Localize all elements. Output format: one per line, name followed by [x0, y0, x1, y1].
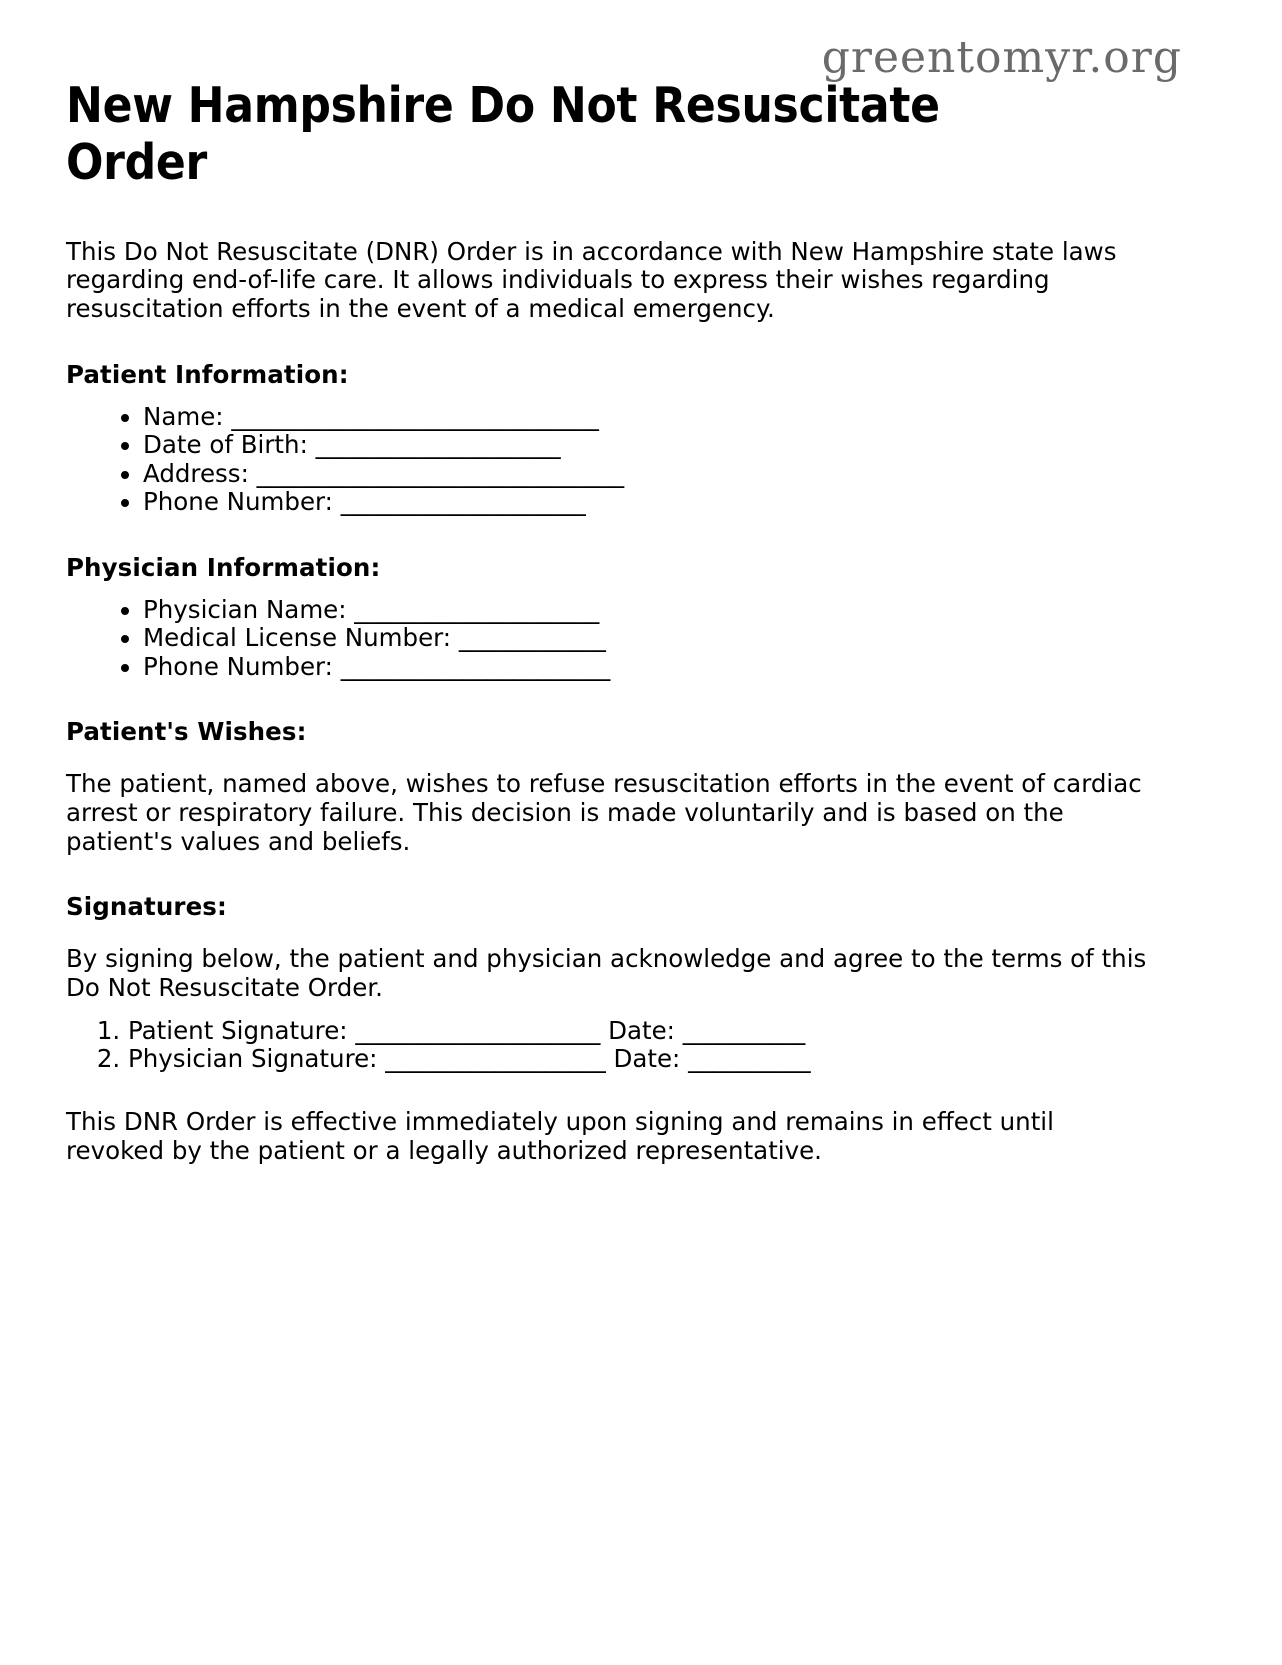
list-item: • Address: ______________________________ — [143, 460, 1216, 489]
patient-information-heading: Patient Information: — [66, 359, 349, 389]
list-item: • Phone Number: ____________________ — [143, 488, 1216, 517]
list-item: • Phone Number: ______________________ — [143, 653, 1216, 682]
signatures-heading: Signatures: — [66, 892, 227, 922]
physician-information-heading: Physician Information: — [66, 552, 381, 582]
list-item: • Medical License Number: ____________ — [143, 624, 1216, 653]
list-item: 2. Physician Signature: __________________ Date: __________ — [128, 1045, 1216, 1074]
page-title: New Hampshire Do Not Resuscitate Order — [66, 77, 940, 191]
patient-information-field-list — [66, 403, 1216, 517]
list-item: 1. Patient Signature: ____________________ Date: __________ — [128, 1017, 1216, 1046]
closing-paragraph: This DNR Order is effective immediately upon signing and remains in effect until revoked by the patient or a legally authorized representative. — [66, 1106, 1054, 1165]
patients-wishes-heading: Patient's Wishes: — [66, 717, 307, 747]
intro-paragraph: This Do Not Resuscitate (DNR) Order is in accordance with New Hampshire state laws regarding end-of-life care. It allows individuals to express their wishes regarding resuscitation efforts in the event of a medical emergency. — [66, 236, 1117, 323]
blank-page-area — [66, 1165, 1216, 1665]
physician-information-field-list — [66, 596, 1216, 682]
signature-line-list — [66, 1017, 1216, 1074]
site-watermark: greentomyr.org — [821, 32, 1182, 83]
signatures-paragraph: By signing below, the patient and physician acknowledge and agree to the terms of this Do Not Resuscitate Order. — [66, 944, 1147, 1002]
list-item: • Date of Birth: ____________________ — [143, 431, 1216, 460]
patients-wishes-paragraph: The patient, named above, wishes to refuse resuscitation efforts in the event of cardiac arrest or respiratory failure. This decision is made voluntarily and is based on the patient's values and beliefs. — [66, 769, 1142, 856]
list-item: • Physician Name: ____________________ — [143, 596, 1216, 625]
list-item: • Name: ______________________________ — [143, 403, 1216, 432]
